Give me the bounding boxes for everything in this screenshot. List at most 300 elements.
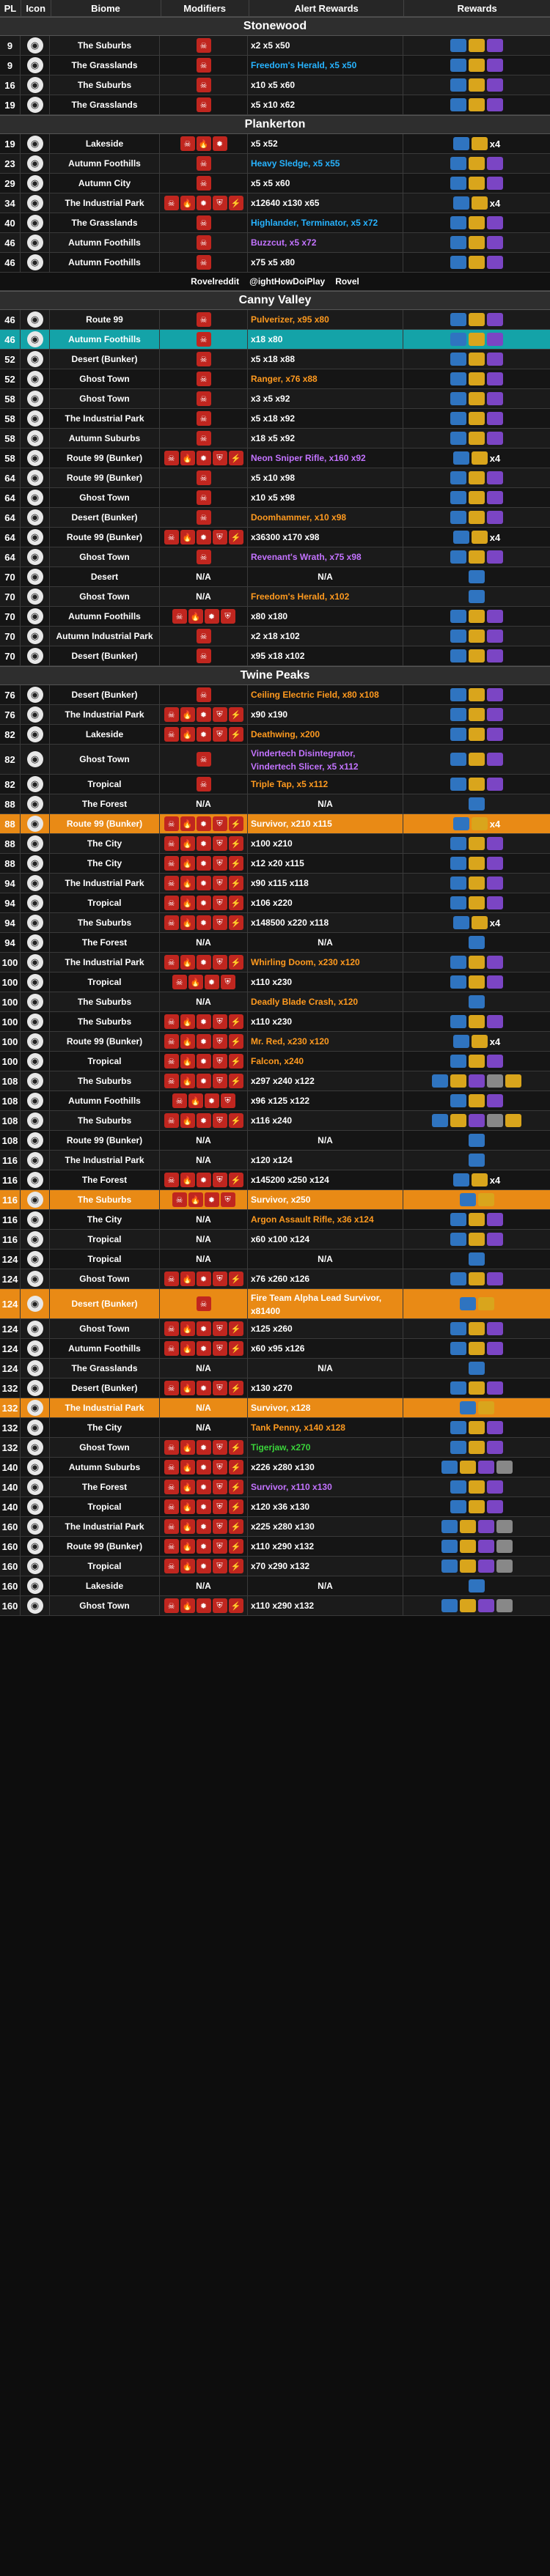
table-row[interactable] xyxy=(0,1418,550,1438)
reward-icon xyxy=(450,975,466,989)
reward-icon xyxy=(450,1272,466,1285)
modifiers-cell xyxy=(160,1379,248,1398)
alert-rewards xyxy=(248,1190,403,1209)
power-level: 64 xyxy=(0,547,21,567)
bomb-icon: ✹ xyxy=(197,816,211,831)
table-row[interactable] xyxy=(0,567,550,587)
biome-name: The Grasslands xyxy=(50,95,160,114)
modifiers-cell xyxy=(160,154,248,173)
table-row[interactable] xyxy=(0,369,550,389)
table-row[interactable] xyxy=(0,587,550,607)
alert-rewards xyxy=(248,213,403,232)
table-row[interactable] xyxy=(0,1576,550,1596)
bomb-icon: ✹ xyxy=(197,1054,211,1069)
table-row[interactable] xyxy=(0,627,550,646)
zone-icon-cell xyxy=(21,409,50,428)
bomb-icon: ✹ xyxy=(197,1074,211,1088)
table-row[interactable] xyxy=(0,1091,550,1111)
rewards-cell xyxy=(403,95,550,114)
reward-icon xyxy=(469,1055,485,1068)
biome-name: The Suburbs xyxy=(50,1111,160,1130)
skull-icon: ☠ xyxy=(164,1519,179,1534)
zone-icon-cell xyxy=(21,56,50,75)
table-row[interactable] xyxy=(0,854,550,874)
mission-type-icon: ◉ xyxy=(27,136,43,152)
table-row[interactable] xyxy=(0,1517,550,1537)
rewards-cell xyxy=(403,193,550,213)
table-row[interactable] xyxy=(0,1269,550,1289)
biome-name: The Suburbs xyxy=(50,36,160,55)
reward-icon xyxy=(487,392,503,405)
biome-name: Tropical xyxy=(50,1250,160,1269)
bomb-icon: ✹ xyxy=(197,1321,211,1336)
table-row[interactable] xyxy=(0,794,550,814)
reward-icon xyxy=(487,256,503,269)
power-level: 82 xyxy=(0,775,21,794)
zone-icon-cell xyxy=(21,1497,50,1516)
skull-icon: ☠ xyxy=(197,352,211,366)
table-row[interactable] xyxy=(0,1071,550,1091)
biome-name: The Grasslands xyxy=(50,1359,160,1378)
table-row[interactable] xyxy=(0,814,550,834)
table-row[interactable] xyxy=(0,1339,550,1359)
table-row[interactable] xyxy=(0,834,550,854)
zone-icon-cell xyxy=(21,685,50,704)
shield-icon: ⛨ xyxy=(213,1173,227,1187)
zone-icon-cell xyxy=(21,1517,50,1536)
modifiers-cell xyxy=(160,1289,248,1318)
modifiers-cell xyxy=(160,350,248,369)
power-level: 160 xyxy=(0,1537,21,1556)
col-pl: PL xyxy=(0,0,21,16)
table-row[interactable] xyxy=(0,1289,550,1319)
reward-icon xyxy=(469,1421,485,1434)
reward-icon xyxy=(469,995,485,1008)
modifiers-cell xyxy=(160,1596,248,1615)
fire-icon: 🔥 xyxy=(180,1074,195,1088)
table-row[interactable] xyxy=(0,705,550,725)
biome-name: The City xyxy=(50,1418,160,1437)
mission-type-icon: ◉ xyxy=(27,77,43,93)
reward-icon xyxy=(450,353,466,366)
shield-icon: ⛨ xyxy=(213,1014,227,1029)
mission-type-icon: ◉ xyxy=(27,529,43,545)
table-row[interactable] xyxy=(0,1250,550,1269)
skull-icon: ☠ xyxy=(164,1054,179,1069)
power-level: 116 xyxy=(0,1230,21,1249)
table-row[interactable] xyxy=(0,528,550,547)
fire-icon: 🔥 xyxy=(180,530,195,545)
table-row[interactable] xyxy=(0,1438,550,1458)
reward-icon xyxy=(487,313,503,326)
rewards-cell xyxy=(403,1418,550,1437)
reward-icon xyxy=(450,236,466,249)
modifiers-cell xyxy=(160,1170,248,1189)
rewards-cell xyxy=(403,1477,550,1496)
bomb-icon: ✹ xyxy=(197,1014,211,1029)
skull-icon: ☠ xyxy=(164,1341,179,1356)
power-level: 9 xyxy=(0,36,21,55)
skull-icon: ☠ xyxy=(164,1598,179,1613)
modifiers-cell xyxy=(160,685,248,704)
reward-icon xyxy=(469,1094,485,1107)
reward-icon xyxy=(487,78,503,92)
modifiers-cell xyxy=(160,508,248,527)
shield-icon: ⛨ xyxy=(213,1480,227,1494)
reward-icon xyxy=(450,59,466,72)
biome-name: Desert (Bunker) xyxy=(50,646,160,665)
table-row[interactable] xyxy=(0,36,550,56)
reward-icon xyxy=(453,916,469,929)
table-row[interactable] xyxy=(0,1111,550,1131)
table-row[interactable] xyxy=(0,449,550,468)
table-row[interactable] xyxy=(0,193,550,213)
skull-icon: ☠ xyxy=(164,1074,179,1088)
table-row[interactable] xyxy=(0,725,550,745)
mission-type-icon: ◉ xyxy=(27,1112,43,1129)
reward-icon xyxy=(487,39,503,52)
table-row[interactable] xyxy=(0,1230,550,1250)
table-row[interactable] xyxy=(0,1596,550,1616)
reward-icon xyxy=(478,1540,494,1553)
alert-text: N/A xyxy=(318,937,333,948)
power-level: 64 xyxy=(0,488,21,507)
table-row[interactable] xyxy=(0,409,550,429)
reward-icon xyxy=(487,975,503,989)
shield-icon: ⛨ xyxy=(221,975,235,989)
biome-name: Route 99 (Bunker) xyxy=(50,814,160,833)
alert-text: x60 x100 x124 xyxy=(251,1234,310,1244)
reward-icon xyxy=(487,177,503,190)
reward-icon xyxy=(469,688,485,701)
table-row[interactable] xyxy=(0,607,550,627)
power-level: 132 xyxy=(0,1438,21,1457)
table-row[interactable] xyxy=(0,1151,550,1170)
modifiers-na: N/A xyxy=(196,1214,211,1225)
power-level: 46 xyxy=(0,310,21,329)
reward-icon xyxy=(450,177,466,190)
power-level: 108 xyxy=(0,1071,21,1090)
reward-icon xyxy=(469,590,485,603)
bolt-icon: ⚡ xyxy=(229,1341,243,1356)
table-row[interactable] xyxy=(0,468,550,488)
shield-icon: ⛨ xyxy=(213,915,227,930)
table-row[interactable] xyxy=(0,1537,550,1557)
fire-icon: 🔥 xyxy=(180,727,195,742)
zone-icon-cell xyxy=(21,134,50,153)
biome-name: The Grasslands xyxy=(50,56,160,75)
table-row[interactable] xyxy=(0,1359,550,1379)
skull-icon: ☠ xyxy=(197,156,211,171)
biome-name: Tropical xyxy=(50,893,160,912)
skull-icon: ☠ xyxy=(164,1460,179,1475)
alert-rewards xyxy=(248,193,403,213)
mission-type-icon: ◉ xyxy=(27,1340,43,1357)
skull-icon: ☠ xyxy=(172,609,187,624)
table-row[interactable] xyxy=(0,547,550,567)
reward-icon xyxy=(469,313,485,326)
shield-icon: ⛨ xyxy=(213,816,227,831)
fire-icon: 🔥 xyxy=(180,1014,195,1029)
mission-type-icon: ◉ xyxy=(27,1360,43,1376)
skull-icon: ☠ xyxy=(164,876,179,890)
rewards-cell xyxy=(403,587,550,606)
rewards-cell xyxy=(403,1250,550,1269)
reward-count: x4 xyxy=(489,531,501,543)
power-level: 124 xyxy=(0,1250,21,1269)
power-level: 52 xyxy=(0,369,21,388)
table-row[interactable] xyxy=(0,893,550,913)
reddit-handle[interactable]: Rovelreddit xyxy=(191,276,240,287)
alert-text: Ranger, x76 x88 xyxy=(251,374,318,384)
power-level: 70 xyxy=(0,587,21,606)
reward-icon xyxy=(496,1540,513,1553)
table-row[interactable] xyxy=(0,1458,550,1477)
rewards-cell xyxy=(403,1032,550,1051)
alert-rewards xyxy=(248,1517,403,1536)
power-level: 94 xyxy=(0,913,21,932)
biome-name: Autumn City xyxy=(50,174,160,193)
power-level: 88 xyxy=(0,814,21,833)
power-level: 76 xyxy=(0,705,21,724)
table-row[interactable] xyxy=(0,508,550,528)
reward-icon xyxy=(450,39,466,52)
bolt-icon: ⚡ xyxy=(229,915,243,930)
alert-rewards xyxy=(248,745,403,774)
modifiers-cell xyxy=(160,253,248,272)
bomb-icon: ✹ xyxy=(197,727,211,742)
modifiers-cell xyxy=(160,1032,248,1051)
fire-icon: 🔥 xyxy=(180,1519,195,1534)
table-row[interactable] xyxy=(0,1497,550,1517)
table-row[interactable] xyxy=(0,310,550,330)
modifiers-cell xyxy=(160,1557,248,1576)
table-row[interactable] xyxy=(0,1398,550,1418)
table-row[interactable] xyxy=(0,745,550,775)
table-row[interactable] xyxy=(0,1131,550,1151)
table-row[interactable] xyxy=(0,1477,550,1497)
alert-rewards xyxy=(248,1032,403,1051)
zone-icon-cell xyxy=(21,587,50,606)
alert-rewards xyxy=(248,1359,403,1378)
table-row[interactable] xyxy=(0,913,550,933)
rewards-cell xyxy=(403,547,550,567)
shield-icon: ⛨ xyxy=(213,530,227,545)
modifiers-cell xyxy=(160,1458,248,1477)
table-row[interactable] xyxy=(0,95,550,115)
zone-icon-cell xyxy=(21,1230,50,1249)
table-row[interactable] xyxy=(0,874,550,893)
alert-rewards xyxy=(248,253,403,272)
table-row[interactable] xyxy=(0,1379,550,1398)
skull-icon: ☠ xyxy=(164,1272,179,1286)
table-row[interactable] xyxy=(0,154,550,174)
section-title: Plankerton xyxy=(0,115,550,134)
shield-icon: ⛨ xyxy=(213,1559,227,1573)
alert-text: Survivor, x128 xyxy=(251,1403,311,1413)
alert-text: x90 x115 x118 xyxy=(251,878,309,888)
bomb-icon: ✹ xyxy=(205,975,219,989)
bomb-icon: ✹ xyxy=(197,1113,211,1128)
mission-type-icon: ◉ xyxy=(27,816,43,832)
table-row[interactable] xyxy=(0,233,550,253)
zone-icon-cell xyxy=(21,814,50,833)
skull-icon: ☠ xyxy=(164,1321,179,1336)
table-row[interactable] xyxy=(0,1210,550,1230)
alert-rewards xyxy=(248,1052,403,1071)
bomb-icon: ✹ xyxy=(197,530,211,545)
skull-icon: ☠ xyxy=(164,955,179,970)
skull-icon: ☠ xyxy=(164,196,179,210)
power-level: 82 xyxy=(0,725,21,744)
table-row[interactable] xyxy=(0,1170,550,1190)
rewards-cell xyxy=(403,1438,550,1457)
rewards-cell xyxy=(403,449,550,468)
alert-text: Tigerjaw, x270 xyxy=(251,1442,311,1453)
table-row[interactable] xyxy=(0,488,550,508)
modifiers-cell xyxy=(160,814,248,833)
fire-icon: 🔥 xyxy=(180,1113,195,1128)
modifiers-cell xyxy=(160,75,248,95)
table-row[interactable] xyxy=(0,685,550,705)
shield-icon: ⛨ xyxy=(213,1113,227,1128)
modifiers-cell xyxy=(160,330,248,349)
mission-type-icon: ◉ xyxy=(27,1172,43,1188)
bomb-icon: ✹ xyxy=(197,1381,211,1395)
fire-icon: 🔥 xyxy=(180,451,195,465)
table-row[interactable] xyxy=(0,213,550,233)
shield-icon: ⛨ xyxy=(213,1460,227,1475)
rewards-cell xyxy=(403,646,550,665)
reward-icon xyxy=(469,353,485,366)
rewards-cell xyxy=(403,705,550,724)
alert-rewards xyxy=(248,953,403,972)
reward-icon xyxy=(487,1074,503,1088)
rewards-cell xyxy=(403,1091,550,1110)
modifiers-cell xyxy=(160,36,248,55)
table-row[interactable] xyxy=(0,1052,550,1071)
alert-rewards xyxy=(248,1012,403,1031)
biome-name: The Suburbs xyxy=(50,1190,160,1209)
shield-icon: ⛨ xyxy=(213,1598,227,1613)
skull-icon: ☠ xyxy=(164,836,179,851)
alert-rewards xyxy=(248,1398,403,1417)
alert-rewards xyxy=(248,973,403,992)
rewards-cell xyxy=(403,213,550,232)
reward-icon xyxy=(487,778,503,791)
mission-type-icon: ◉ xyxy=(27,915,43,931)
table-row[interactable] xyxy=(0,253,550,273)
mission-type-icon: ◉ xyxy=(27,776,43,792)
table-row[interactable] xyxy=(0,1012,550,1032)
skull-icon: ☠ xyxy=(164,896,179,910)
alert-rewards xyxy=(248,468,403,487)
reward-icon xyxy=(441,1540,458,1553)
table-row[interactable] xyxy=(0,134,550,154)
twitch-handle[interactable]: Rovel xyxy=(335,276,359,287)
alert-text: x106 x220 xyxy=(251,898,293,908)
reward-icon xyxy=(450,1055,466,1068)
reward-icon xyxy=(469,1441,485,1454)
alert-rewards xyxy=(248,1170,403,1189)
table-row[interactable] xyxy=(0,973,550,992)
zone-icon-cell xyxy=(21,547,50,567)
bomb-icon: ✹ xyxy=(197,836,211,851)
alert-text: N/A xyxy=(318,799,333,809)
table-row[interactable] xyxy=(0,646,550,666)
table-row[interactable] xyxy=(0,174,550,193)
alert-rewards xyxy=(248,508,403,527)
table-row[interactable] xyxy=(0,56,550,75)
biome-name: Ghost Town xyxy=(50,587,160,606)
power-level: 88 xyxy=(0,834,21,853)
bomb-icon: ✹ xyxy=(205,1192,219,1207)
table-row[interactable] xyxy=(0,933,550,953)
table-row[interactable] xyxy=(0,75,550,95)
table-row[interactable] xyxy=(0,775,550,794)
alert-text: x10 x5 x60 xyxy=(251,80,296,90)
table-row[interactable] xyxy=(0,992,550,1012)
table-row[interactable] xyxy=(0,1319,550,1339)
reward-icon xyxy=(487,837,503,850)
reward-icon xyxy=(487,1094,503,1107)
alert-text: Ceiling Electric Field, x80 x108 xyxy=(251,690,379,700)
alert-text: Survivor, x210 x115 xyxy=(251,819,332,829)
modifiers-cell xyxy=(160,745,248,774)
table-row[interactable] xyxy=(0,953,550,973)
bolt-icon: ⚡ xyxy=(229,1440,243,1455)
zone-icon-cell xyxy=(21,775,50,794)
skull-icon: ☠ xyxy=(197,58,211,73)
power-level: 29 xyxy=(0,174,21,193)
power-level: 70 xyxy=(0,607,21,626)
shield-icon: ⛨ xyxy=(213,1074,227,1088)
table-row[interactable] xyxy=(0,429,550,449)
bolt-icon: ⚡ xyxy=(229,856,243,871)
twitter-handle[interactable]: @ightHowDoiPlay xyxy=(249,276,326,287)
power-level: 52 xyxy=(0,350,21,369)
skull-icon: ☠ xyxy=(197,38,211,53)
reward-icon xyxy=(472,137,488,150)
table-row[interactable] xyxy=(0,389,550,409)
alert-rewards xyxy=(248,1111,403,1130)
mission-type-icon: ◉ xyxy=(27,509,43,525)
power-level: 70 xyxy=(0,627,21,646)
mission-type-icon: ◉ xyxy=(27,215,43,231)
power-level: 124 xyxy=(0,1289,21,1318)
bolt-icon: ⚡ xyxy=(229,1499,243,1514)
table-row[interactable] xyxy=(0,1190,550,1210)
zone-icon-cell xyxy=(21,310,50,329)
power-level: 132 xyxy=(0,1418,21,1437)
bomb-icon: ✹ xyxy=(197,196,211,210)
alert-rewards xyxy=(248,725,403,744)
bolt-icon: ⚡ xyxy=(229,1460,243,1475)
mission-type-icon: ◉ xyxy=(27,371,43,387)
mission-type-icon: ◉ xyxy=(27,311,43,328)
table-row[interactable] xyxy=(0,350,550,369)
table-row[interactable] xyxy=(0,1557,550,1576)
mission-type-icon: ◉ xyxy=(27,254,43,270)
reward-icon xyxy=(469,837,485,850)
reward-icon xyxy=(469,975,485,989)
power-level: 23 xyxy=(0,154,21,173)
power-level: 64 xyxy=(0,528,21,547)
alert-text: Whirling Doom, x230 x120 xyxy=(251,957,360,967)
skull-icon: ☠ xyxy=(164,1113,179,1128)
table-row[interactable] xyxy=(0,1032,550,1052)
table-row[interactable] xyxy=(0,330,550,350)
